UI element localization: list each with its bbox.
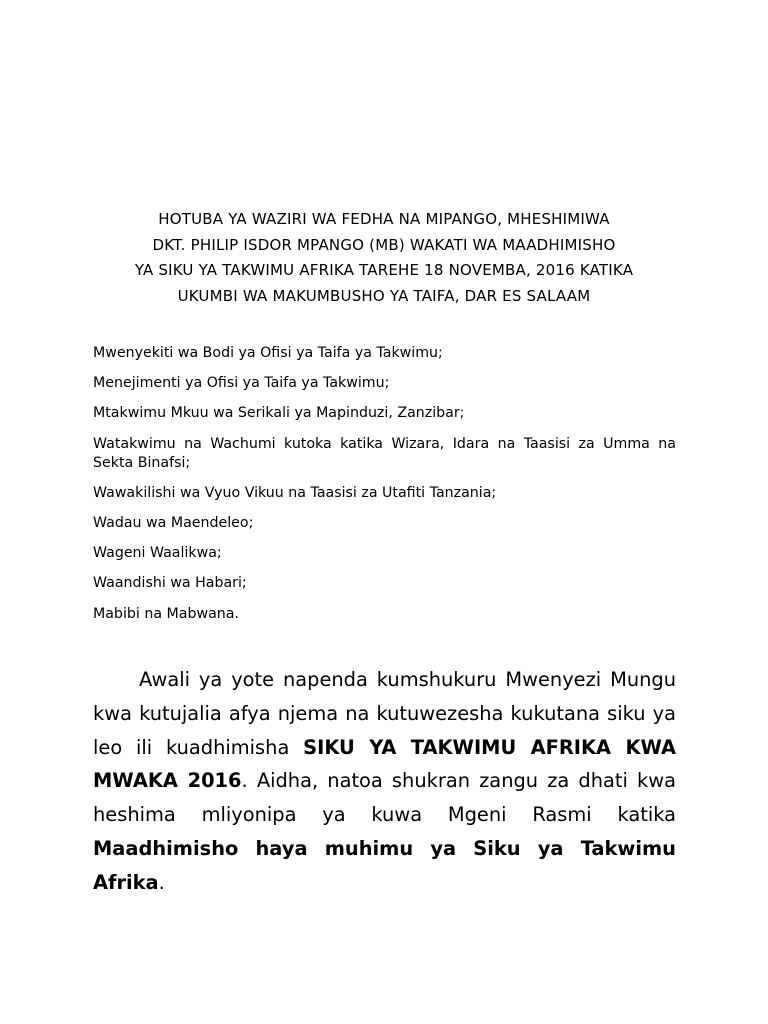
salutation-item: Wageni Waalikwa; — [93, 545, 222, 562]
salutation-item: Waandishi wa Habari; — [93, 575, 247, 592]
title-line: DKT. PHILIP ISDOR MPANGO (MB) WAKATI WA MAADHIMISHO — [152, 235, 616, 254]
title-line: HOTUBA YA WAZIRI WA FEDHA NA MIPANGO, MHESHIMIWA — [158, 210, 610, 228]
salutation-item: Mwenyekiti wa Bodi ya Ofisi ya Taifa ya Takwimu; — [93, 345, 443, 361]
paragraph-emphasis: Maadhimisho haya muhimu ya Siku ya Takwimu Afrika — [93, 836, 676, 894]
paragraph-text: . — [158, 870, 165, 894]
paragraph-text: Awali ya yote napenda kumshukuru Mwenyezi Mungu kwa kutujalia afya njema na kutuwezesha kukutana siku ya leo ili kuadhimisha — [93, 668, 676, 759]
opening-paragraph — [93, 663, 676, 900]
salutation-item: Menejimenti ya Ofisi ya Taifa ya Takwimu; — [93, 375, 390, 392]
salutation-item: Wadau wa Maendeleo; — [93, 514, 254, 531]
salutation-item: Watakwimu na Wachumi kutoka katika Wizara, Idara na Taasisi za Umma na Sekta Binafsi; — [93, 435, 676, 471]
paragraph-text: . Aidha, natoa shukran zangu za dhati kwa heshima mliyonipa ya kuwa Mgeni Rasmi katika — [93, 769, 676, 827]
salutation-item: Mtakwimu Mkuu wa Serikali ya Mapinduzi, Zanzibar; — [93, 405, 465, 422]
paragraph-emphasis: SIKU YA TAKWIMU AFRIKA KWA MWAKA 2016 — [93, 735, 676, 793]
title-line: UKUMBI WA MAKUMBUSHO YA TAIFA, DAR ES SALAAM — [177, 286, 591, 305]
salutation-item: Mabibi na Mabwana. — [93, 605, 239, 622]
title-line: YA SIKU YA TAKWIMU AFRIKA TAREHE 18 NOVEMBA, 2016 KATIKA — [134, 261, 634, 279]
salutation-list — [93, 344, 676, 635]
speech-title — [80, 207, 688, 309]
salutation-item: Wawakilishi wa Vyuo Vikuu na Taasisi za Utafiti Tanzania; — [93, 484, 497, 501]
